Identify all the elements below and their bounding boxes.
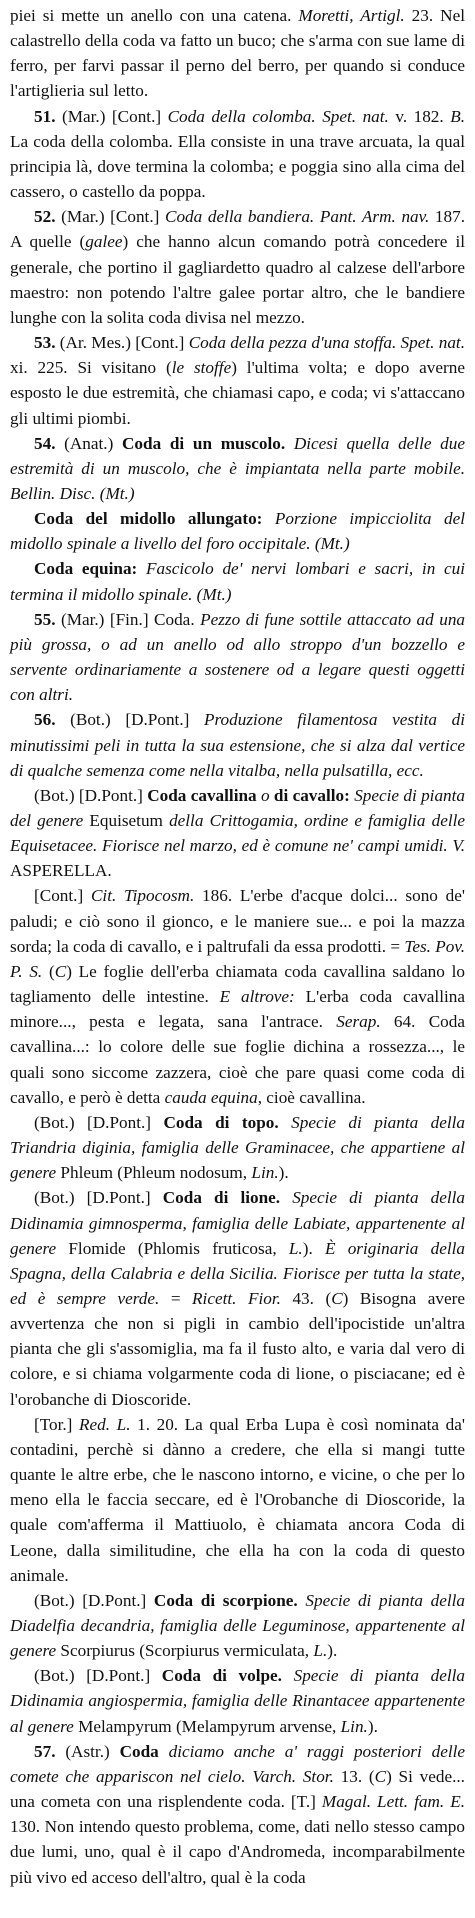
text-run: Scorpiurus (Scorpiurus vermiculata, [56, 1641, 314, 1661]
text-run: ASPERELLA. [10, 861, 112, 881]
bold-run: Coda di un muscolo. [122, 433, 286, 453]
italic-run: Specie di pianta della Didinamia gimnosperma, famiglia delle Labiate, appartenente al genere [10, 1188, 466, 1258]
italic-run: Produzione filamentosa vestita di minutissimi peli in tutta la sua estensione, che si alza dal vertice di qualche semenza come nella vitalba, nella pulsatilla, ecc. [10, 710, 465, 780]
italic-run: Coda della pezza d'una stoffa. Spet. nat. [188, 333, 465, 353]
text-run: 23. Nel calastrello della coda va fatto un buco; che s'arma con sue lame di ferro, per farvi passar il perno del berro, per quando si conduce l'artiglieria sul letto. [10, 6, 465, 101]
italic-run: Moretti, Artigl. [298, 6, 405, 25]
italic-run: o [260, 785, 270, 805]
bold-run: Coda [119, 1741, 159, 1761]
italic-run: C [54, 961, 67, 981]
dictionary-paragraph [10, 104, 465, 205]
text-run: Equisetum [83, 811, 170, 830]
dictionary-paragraph [10, 1588, 465, 1663]
text-run: piei si mette un anello con una catena. [10, 6, 299, 25]
dictionary-paragraph [10, 1185, 465, 1411]
text-run: (Anat.) [55, 433, 123, 453]
dictionary-paragraph [10, 1739, 465, 1890]
italic-run: C [374, 1766, 387, 1786]
text-run: 43. ( [280, 1288, 332, 1308]
bold-run: 54. [34, 433, 56, 453]
italic-run: Specie di pianta della Triandria diginia, famiglia delle Graminacee, che appartiene al genere [10, 1112, 466, 1183]
italic-run: della Crittogamia, ordine e famiglia delle Equisetacee. Fiorisce nel marzo, ed è comune ne' campi umidi. V. [10, 811, 466, 856]
text-run [262, 509, 274, 528]
text-run: xi. 225. Si visitano ( [10, 358, 172, 378]
text-run [282, 1666, 294, 1685]
italic-run: Specie di pianta del genere [10, 785, 466, 830]
text-run: (Ar. Mes.) [Cont.] [55, 333, 189, 353]
text-run: ) l'ultima volta; e dopo averne esposto le due estremità, che chiamasi capo, e coda; vi s'attaccano gli ultimi piombi. [10, 358, 465, 428]
dictionary-paragraph [10, 607, 465, 708]
text-run: (Mar.) [Cont.] [55, 207, 165, 227]
dictionary-paragraph [10, 506, 465, 556]
italic-run: le stoffe [171, 358, 232, 378]
text-run: [Cont.] [34, 886, 91, 906]
text-run: Phleum (Phleum nodosum, [56, 1163, 252, 1183]
dictionary-paragraph [10, 3, 465, 104]
bold-run: 55. [34, 609, 56, 629]
text-run: (Mar.) [Fin.] Coda. [55, 609, 201, 629]
text-run: = [159, 1288, 193, 1308]
text-run: Melampyrum (Melampyrum arvense, [73, 1716, 341, 1736]
text-run: (Bot.) [D.Pont.] [34, 1188, 163, 1208]
bold-run: di cavallo: [273, 785, 350, 805]
text-run: (Bot.) [D.Pont.] [55, 710, 204, 730]
bold-run: 51. [34, 106, 56, 126]
dictionary-paragraph [10, 204, 465, 330]
text-run: 64. Coda cavallina...: lo colore delle sue foglie dichina a rossezza..., le quali sono siccome zazzera, cioè che pare quasi come coda di cavallo, e però è detta [10, 1012, 465, 1107]
italic-run: Coda della bandiera. Pant. Arm. nav. [164, 207, 430, 227]
text-run: [Tor.] [34, 1414, 80, 1434]
italic-run: Ricett. Fior. [192, 1288, 281, 1308]
text-run: 1. 20. La qual Erba Lupa è così nominata da' contadini, perchè si dànno a credere, che ella si mangi tutte quante le altre erbe, che le nascono intorno, e vicine, o che per lo meno ella le faccia seccare, ed è l'Orobanche di Dioscoride, la quale com'afferma il Mattiuolo, è chiamata ancora Coda di Leone, dalla similitudine, che ella ha con la coda di questo animale. [10, 1414, 465, 1585]
italic-run: E altrove: [219, 987, 295, 1007]
text-run [280, 1188, 292, 1207]
text-run: ) Le foglie dell'erba chiamata coda cavallina saldano lo tagliamento delle intestine. [10, 961, 465, 1007]
text-run: 187. A quelle ( [10, 207, 466, 252]
italic-run: Serap. [336, 1012, 381, 1032]
dictionary-paragraph [10, 431, 465, 506]
bold-run: Coda cavallina [147, 785, 257, 805]
text-run: Flomide (Phlomis fruticosa, [56, 1238, 289, 1258]
dictionary-paragraph [10, 330, 465, 431]
dictionary-paragraph [10, 1412, 465, 1588]
text-run: ) Si vede... una cometa con una risplendente coda. [T.] [10, 1766, 465, 1812]
italic-run: Red. L. [79, 1414, 131, 1434]
dictionary-paragraph [10, 1110, 465, 1185]
italic-run: Cit. Tipocosm. [90, 886, 195, 906]
bold-run: Coda del midollo allungato: [34, 509, 263, 529]
dictionary-paragraph [10, 707, 465, 782]
text-run: (Bot.) [D.Pont.] [34, 785, 148, 805]
italic-run: Tes. Pov. P. S. [10, 936, 466, 981]
bold-run: Coda di scorpione. [153, 1590, 298, 1610]
text-run: ). [327, 1641, 338, 1661]
text-run: 186. L'erbe d'acque dolci... sono de' paludi; e ciò sono il gionco, e le maniere sue... e poi la mazza sorda; la coda di cavallo, e i paltrufali da essa prodotti. = [10, 886, 465, 956]
text-run [279, 1113, 291, 1132]
dictionary-paragraph [10, 1663, 465, 1738]
bold-run: Coda equina: [34, 559, 138, 579]
text-run [137, 559, 146, 578]
text-run [159, 1742, 169, 1761]
text-run: ) che hanno alcun comando potrà concedere il generale, che portino il gagliardetto quadro al calzese dell'arbore maestro: non potendo l'altre galee portar altro, che le bandiere lunghe con la solita coda divisa nel mezzo. [10, 232, 465, 327]
italic-run: cauda equina [164, 1087, 258, 1107]
italic-run: Fascicolo de' nervi lombari e sacri, in cui termina il midollo spinale. (Mt.) [10, 559, 466, 604]
italic-run: galee [85, 232, 123, 252]
italic-run: L. [313, 1641, 328, 1661]
text-run: (Bot.) [D.Pont.] [34, 1112, 164, 1132]
italic-run: Lin. [251, 1163, 279, 1183]
text-run: 130. Non intendo questo problema, come, dati nello stesso campo due lumi, uno, qual è il capo d'Andromeda, incomparabilmente più vivo ed acceso dell'altro, qual è la coda [10, 1817, 465, 1887]
text-run: (Bot.) [D.Pont.] [34, 1590, 154, 1610]
text-run: , cioè cavallina. [257, 1087, 366, 1107]
text-run: ). [302, 1238, 325, 1258]
text-run: (Mar.) [Cont.] [55, 106, 168, 126]
text-run: (Bot.) [D.Pont.] [34, 1666, 162, 1686]
text-run: ( [42, 961, 55, 981]
text-run: L'erba coda cavallina minore..., pesta e legata, sana l'antrace. [10, 987, 465, 1032]
italic-run: Specie di pianta della Diadelfia decandria, famiglia delle Leguminose, appartenente al genere [10, 1590, 465, 1661]
text-run: ). [367, 1716, 378, 1736]
text-run: 13. ( [333, 1766, 375, 1786]
italic-run: Coda della colomba. Spet. nat. [167, 106, 389, 126]
italic-run: Pezzo di fune sottile attaccato ad una più grossa, o ad un anello od allo stroppo d'un bozzello e servente ordinariamente a sostenere od a legare questi oggetti con altri. [10, 609, 466, 705]
italic-run: Magal. Lett. fam. E. [321, 1792, 465, 1812]
text-run: ). [278, 1163, 289, 1183]
italic-run: C [331, 1288, 343, 1308]
italic-run: Dicesi quella delle due estremità di un muscolo, che è impiantata nella parte mobile. Bellin. Disc. (Mt.) [10, 433, 465, 503]
italic-run: B. [450, 106, 465, 126]
bold-run: 52. [34, 207, 56, 227]
italic-run: Porzione impicciolita del midollo spinale a livello del foro occipitale. (Mt.) [10, 509, 465, 554]
bold-run: Coda di volpe. [161, 1666, 282, 1686]
bold-run: 57. [34, 1741, 56, 1761]
bold-run: 56. [34, 710, 56, 730]
text-run: ) Bisogna avere avvertenza che non si pigli in cambio dell'ipocistide un'altra pianta che gli s'assomiglia, ma fa il fusto alto, e varia dal vero di colore, e si chiama volgarmente coda di lione, o pisciacane; ed è l'orobanche di Dioscoride. [10, 1288, 465, 1409]
italic-run: L. [288, 1238, 303, 1258]
bold-run: Coda di lione. [162, 1188, 281, 1208]
dictionary-paragraph [10, 556, 465, 606]
text-run [285, 434, 294, 453]
bold-run: Coda di topo. [163, 1112, 279, 1132]
dictionary-paragraph [10, 883, 465, 1109]
italic-run: È originaria della Spagna, della Calabria e della Sicilia. Fiorisce per tutta la state, ed è sempre verde. [10, 1238, 465, 1308]
dictionary-paragraph [10, 783, 465, 884]
italic-run: Specie di pianta della Didinamia angiospermia, famiglia delle Rinantacee appartenente al genere [10, 1666, 465, 1736]
italic-run: Lin. [340, 1716, 368, 1736]
text-run: v. 182. [388, 106, 451, 126]
italic-run: diciamo anche a' raggi posteriori delle comete che appariscon nel cielo. Varch. Stor. [10, 1741, 466, 1786]
bold-run: 53. [34, 333, 56, 353]
text-run: (Astr.) [55, 1741, 120, 1761]
text-run: La coda della colomba. Ella consiste in una trave arcuata, la qual principia là, dove termina la colomba; e poggia sino alla cima del cassero, o castello da poppa. [10, 131, 465, 202]
